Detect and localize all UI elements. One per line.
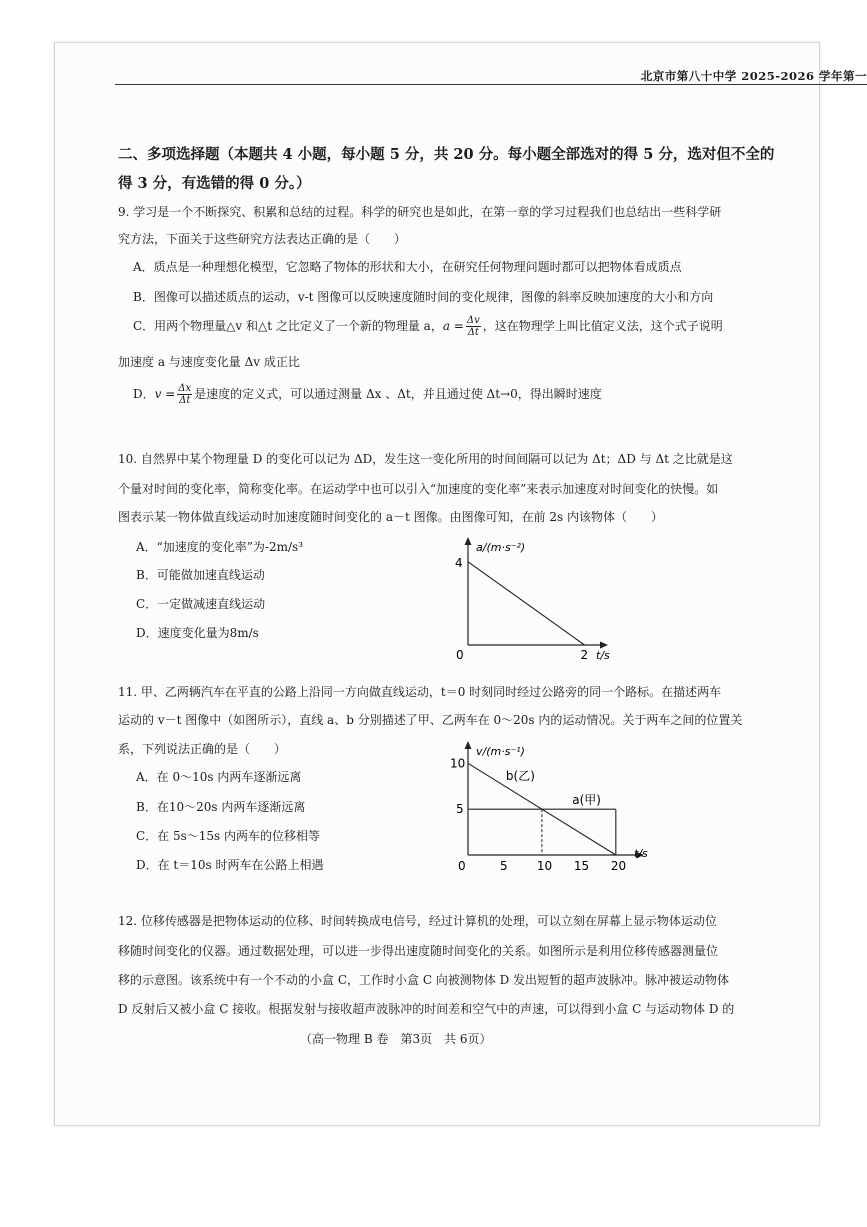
series-label-b: b(乙) (505, 768, 535, 783)
q12-line1: 12. 位移传感器是把物体运动的位移、时间转换成电信号，经过计算机的处理，可以立刻在屏幕上显示物体运动位 (118, 914, 717, 928)
q9-d-formula-lhs: v = (154, 387, 176, 401)
y-axis-label: a/(m·s⁻²) (476, 541, 526, 554)
q10-stem-line1: 10. 自然界中某个物理量 D 的变化可以记为 ΔD，发生这一变化所用的时间间隔可以记为 Δt；ΔD 与 Δt 之比就是这 (118, 452, 733, 466)
x-tick-label-20: 20 (610, 859, 627, 873)
q12-line4: D 反射后又被小盒 C 接收。根据发射与接收超声波脉冲的时间差和空气中的声速，可以得到小盒 C 与运动物体 D 的 (118, 1002, 735, 1016)
x-tick-label-5: 5 (499, 859, 508, 873)
y-axis-arrow (465, 537, 472, 545)
x-tick-label-2: 2 (580, 648, 589, 662)
x-tick-label-15: 15 (573, 859, 590, 873)
q9-option-c-line1 (133, 315, 723, 338)
q10-option-b: B．可能做加速直线运动 (136, 568, 265, 582)
q9-d-suffix: 是速度的定义式，可以通过测量 Δx 、Δt，并且通过使 Δt→0，得出瞬时速度 (194, 387, 602, 401)
y-tick-label-10: 10 (450, 756, 466, 771)
section-title-line2: 得 3 分，有选错的得 0 分。） (118, 175, 311, 192)
q10-option-c: C．一定做减速直线运动 (136, 597, 266, 611)
q9-c-suffix: ，这在物理学上叫比值定义法，这个式子说明 (482, 319, 723, 333)
q11-stem-line1: 11. 甲、乙两辆汽车在平直的公路上沿同一方向做直线运动，t＝0 时刻同时经过公路旁的同一个路标。在描述两车 (118, 685, 722, 699)
q12-line2: 移随时间变化的仪器。通过数据处理，可以进一步得出速度随时间变化的关系。如图所示是利用位移传感器测量位 (118, 944, 719, 958)
q9-c-numerator: Δv (466, 315, 480, 326)
q11-stem-line3: 系，下列说法正确的是（ ） (118, 742, 287, 756)
q10-option-d: D．速度变化量为8m/s (136, 626, 259, 640)
q9-c-fraction (466, 315, 481, 338)
q9-d-prefix: D． (133, 387, 155, 401)
q11-option-d: D．在 t＝10s 时两车在公路上相遇 (136, 858, 324, 872)
q9-option-a: A．质点是一种理想化模型，它忽略了物体的形状和大小，在研究任何物理问题时都可以把物体看成质点 (133, 260, 682, 274)
header-rule (115, 84, 867, 85)
x-tick-label-10: 10 (536, 859, 553, 873)
q11-option-c: C．在 5s～15s 内两车的位移相等 (136, 829, 321, 843)
x-tick-label-0: 0 (456, 648, 464, 662)
q9-c-prefix: C．用两个物理量△v 和△t 之比定义了一个新的物理量 a， (133, 319, 443, 333)
q10-option-a: A．“加速度的变化率”为-2m/s³ (136, 540, 304, 554)
q9-d-numerator: Δx (178, 383, 192, 394)
x-axis-arrow (600, 642, 608, 649)
q10-stem-line2: 个量对时间的变化率，简称变化率。在运动学中也可以引入“加速度的变化率”来表示加速度对时间变化的快慢。如 (118, 482, 719, 496)
q9-d-denominator: Δt (179, 395, 191, 406)
series-line-acceleration (468, 562, 585, 645)
q11-option-b: B．在10～20s 内两车逐渐远离 (136, 800, 306, 814)
y-tick-label-4: 4 (455, 555, 463, 570)
q9-d-fraction (177, 383, 192, 406)
school-header: 北京市第八十中学 2025-2026 学年第一 (640, 69, 867, 83)
section-title-line1: 二、多项选择题（本题共 4 小题，每小题 5 分，共 20 分。每小题全部选对的得 5 分，选对但不全的 (118, 146, 775, 163)
q9-stem-line2: 究方法，下面关于这些研究方法表达正确的是（ ） (118, 232, 407, 246)
x-tick-label-0: 0 (458, 859, 466, 873)
y-tick-label-5: 5 (456, 802, 464, 817)
q12-line3: 移的示意图。该系统中有一个不动的小盒 C，工作时小盒 C 向被测物体 D 发出短暂的超声波脉冲。脉冲被运动物体 (118, 973, 730, 987)
series-label-a: a(甲) (572, 793, 601, 808)
y-axis-label: v/(m·s⁻¹) (476, 745, 525, 758)
y-axis-arrow (465, 741, 472, 749)
a-t-graph (440, 535, 620, 665)
q10-stem-line3: 图表示某一物体做直线运动时加速度随时间变化的 a－t 图像。由图像可知，在前 2s 内该物体（ ） (118, 510, 664, 524)
q9-stem-line1: 9. 学习是一个不断探究、积累和总结的过程。科学的研究也是如此，在第一章的学习过程我们也总结出一些科学研 (118, 205, 722, 219)
q9-c-formula-lhs: a = (442, 319, 464, 333)
page-footer: （高一物理 B 卷 第3页 共 6页） (300, 1032, 492, 1046)
q9-option-d (133, 383, 602, 406)
x-axis-label: t/s (634, 847, 648, 860)
x-axis-label: t/s (596, 649, 610, 662)
q9-option-b: B．图像可以描述质点的运动，v-t 图像可以反映速度随时间的变化规律，图像的斜率反映加速度的大小和方向 (133, 290, 714, 304)
q9-c-denominator: Δt (467, 327, 479, 338)
q9-option-c-line2: 加速度 a 与速度变化量 Δv 成正比 (118, 355, 300, 369)
q11-option-a: A．在 0～10s 内两车逐渐远离 (136, 770, 302, 784)
v-t-graph (440, 735, 670, 880)
q11-stem-line2: 运动的 v－t 图像中（如图所示），直线 a、b 分别描述了甲、乙两车在 0～20s 内的运动情况。关于两车之间的位置关 (118, 713, 743, 727)
